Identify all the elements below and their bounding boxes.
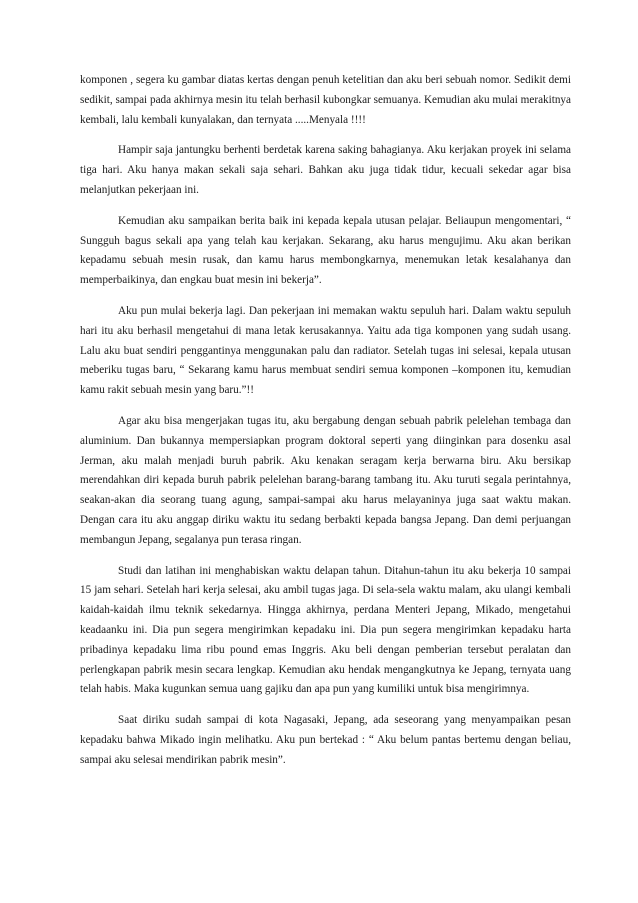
paragraph-1: komponen , segera ku gambar diatas kertas dengan penuh ketelitian dan aku beri sebuah nomor. Sedikit demi sedikit, sampai pada akhirnya mesin itu telah berhasil kubongkar semuanya. Kemudian aku mulai merakitnya kembali, lalu kembali kunyalakan, dan ternyata .....Menyala !!!! [80,74,571,126]
paragraph-7: Saat diriku sudah sampai di kota Nagasaki, Jepang, ada seseorang yang menyampaikan pesan kepadaku bahwa Mikado ingin melihatku. Aku pun bertekad : “ Aku belum pantas bertemu dengan beliau, sampai aku selesai mendirikan pabrik mesin”. [80,714,571,766]
paragraph-5: Agar aku bisa mengerjakan tugas itu, aku bergabung dengan sebuah pabrik pelelehan tembaga dan aluminium. Dan bukannya mempersiapkan program doktoral seperti yang diinginkan para dosenku asal Jerman, aku malah menjadi buruh pabrik. Aku kenakan seragam kerja berwarna biru. Aku bersikap merendahkan diri kepada buruh pabrik pelelehan barang-barang tambang itu. Aku turuti segala perintahnya, seakan-akan dia seorang tuang agung, sampai-sampai aku harus melayaninya juga saat waktu makan. Dengan cara itu aku anggap diriku waktu itu sedang berbakti kepada bangsa Jepang. Dan demi perjuangan membangun Jepang, segalanya pun terasa ringan. [80,414,571,546]
paragraph-4: Aku pun mulai bekerja lagi. Dan pekerjaan ini memakan waktu sepuluh hari. Dalam waktu sepuluh hari itu aku berhasil mengetahui di mana letak kerusakannya. Yaitu ada tiga komponen yang sudah usang. Lalu aku buat sendiri penggantinya menggunakan palu dan radiator. Setelah tugas ini selesai, kepala utusan meberiku tugas baru, “ Sekarang kamu harus membuat sendiri semua komponen –komponen itu, kemudian kamu rakit sebuah mesin yang baru.”!! [80,304,571,397]
paragraph-2: Hampir saja jantungku berhenti berdetak karena saking bahagianya. Aku kerjakan proyek ini selama tiga hari. Aku hanya makan sekali saja sehari. Bahkan aku juga tidak tidur, kecuali sekedar agar bisa melanjutkan pekerjaan ini. [80,144,571,196]
paragraph-3: Kemudian aku sampaikan berita baik ini kepada kepala utusan pelajar. Beliaupun mengomentari, “ Sungguh bagus sekali apa yang telah kau kerjakan. Sekarang, aku harus mengujimu. Aku akan berikan kepadamu sebuah mesin rusak, dan kamu harus membongkarnya, menemukan letak kesalahanya dan memperbaikinya, dan engkau buat mesin ini bekerja”. [80,214,571,287]
paragraph-6: Studi dan latihan ini menghabiskan waktu delapan tahun. Ditahun-tahun itu aku bekerja 10 sampai 15 jam sehari. Setelah hari kerja selesai, aku ambil tugas jaga. Di sela-sela waktu malam, aku ulangi kembali kaidah-kaidah ilmu teknik sekedarnya. Hingga akhirnya, perdana Menteri Jepang, Mikado, mengetahui keadaanku ini. Dia pun segera mengirimkan kepadaku ini. Dia pun segera mengirimkan kepadaku harta pribadinya kepadaku lima ribu pound emas Inggris. Aku beli dengan pemberian tersebut peralatan dan perlengkapan pabrik mesin secara lengkap. Kemudian aku hendak mengangkutnya ke Jepang, ternyata uang telah habis. Maka kugunkan semua uang gajiku dan apa pun yang kumiliki untuk bisa mengirimnya. [80,564,571,696]
